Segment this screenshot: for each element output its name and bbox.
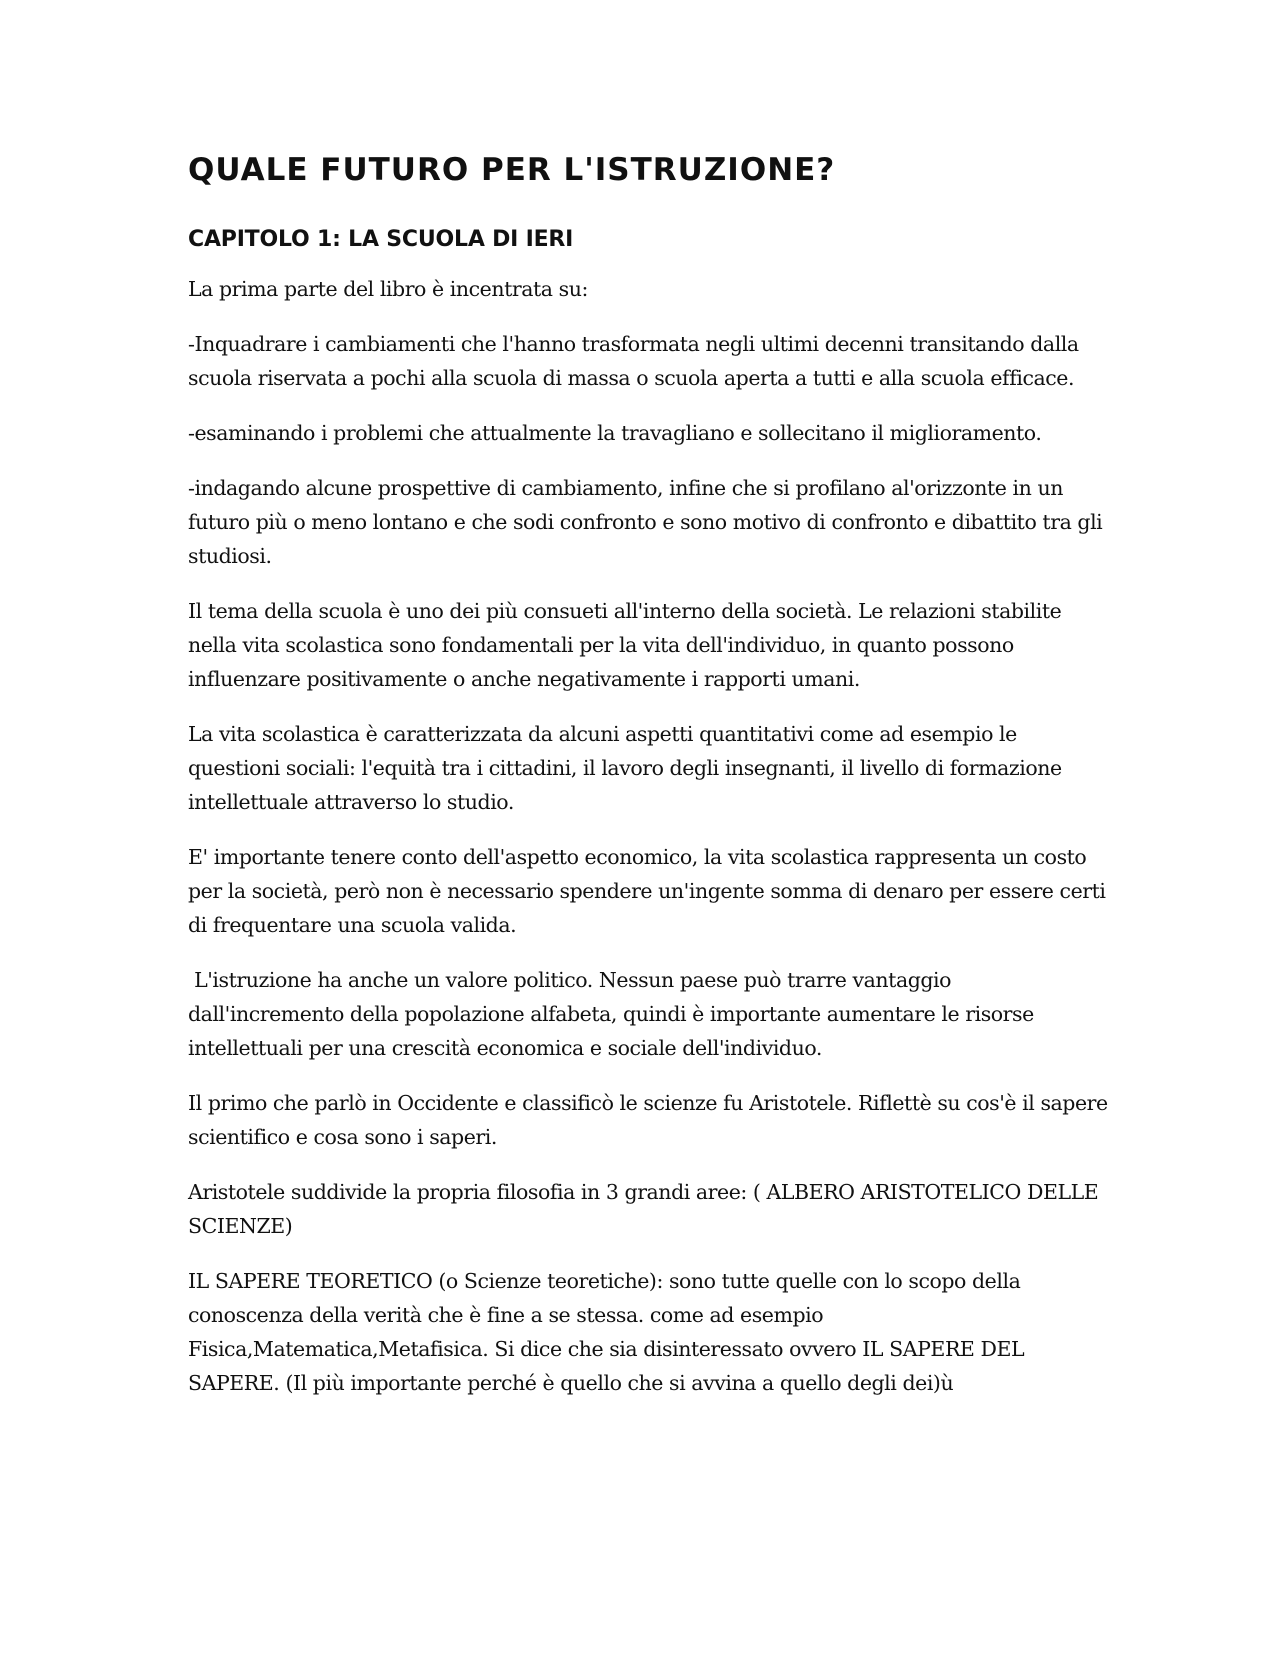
paragraph-valore-politico: L'istruzione ha anche un valore politico. Nessun paese può trarre vantaggio dall'incremento della popolazione alfabeta, quindi è importante aumentare le risorse intellettuali per una crescità economica e sociale dell'individuo.	[188, 968, 1040, 1060]
document-title: QUALE FUTURO PER L'ISTRUZIONE?	[188, 152, 836, 188]
paragraph-aspetto-economico: E' importante tenere conto dell'aspetto economico, la vita scolastica rappresenta un costo per la società, però non è necessario spendere un'ingente somma di denaro per essere certi di frequentare una scuola valida.	[188, 845, 1106, 937]
paragraph-aristotele-aree: Aristotele suddivide la propria filosofia in 3 grandi aree: ( ALBERO ARISTOTELICO DELLE SCIENZE)	[188, 1180, 1099, 1238]
paragraph-inquadrare: -Inquadrare i cambiamenti che l'hanno trasformata negli ultimi decenni transitando dalla scuola riservata a pochi alla scuola di massa o scuola aperta a tutti e alla scuola efficace.	[188, 332, 1079, 390]
paragraph-aristotele-primo: Il primo che parlò in Occidente e classificò le scienze fu Aristotele. Riflettè su cos'è il sapere scientifico e cosa sono i saperi.	[188, 1091, 1108, 1149]
document-body	[188, 150, 1108, 1421]
paragraph-intro: La prima parte del libro è incentrata su:	[188, 277, 588, 301]
paragraph-vita-scolastica: La vita scolastica è caratterizzata da alcuni aspetti quantitativi come ad esempio le questioni sociali: l'equità tra i cittadini, il lavoro degli insegnanti, il livello di formazione intellettuale attraverso lo studio.	[188, 722, 1062, 814]
paragraph-tema-scuola: Il tema della scuola è uno dei più consueti all'interno della società. Le relazioni stabilite nella vita scolastica sono fondamentali per la vita dell'individuo, in quanto possono influenzare positivamente o anche negativamente i rapporti umani.	[188, 599, 1062, 691]
paragraph-indagando: -indagando alcune prospettive di cambiamento, infine che si profilano al'orizzonte in un futuro più o meno lontano e che sodi confronto e sono motivo di confronto e dibattito tra gli studiosi.	[188, 476, 1103, 568]
chapter-heading: CAPITOLO 1: LA SCUOLA DI IERI	[188, 227, 574, 252]
paragraph-sapere-teoretico: IL SAPERE TEORETICO (o Scienze teoretiche): sono tutte quelle con lo scopo della conoscenza della verità che è fine a se stessa. come ad esempio Fisica,Matematica,Metafisica. Si dice che sia disinteressato ovvero IL SAPERE DEL SAPERE. (Il più importante perché è quello che si avvina a quello degli dei)ù	[188, 1269, 1025, 1395]
paragraph-esaminando: -esaminando i problemi che attualmente la travagliano e sollecitano il miglioramento.	[188, 421, 1042, 445]
